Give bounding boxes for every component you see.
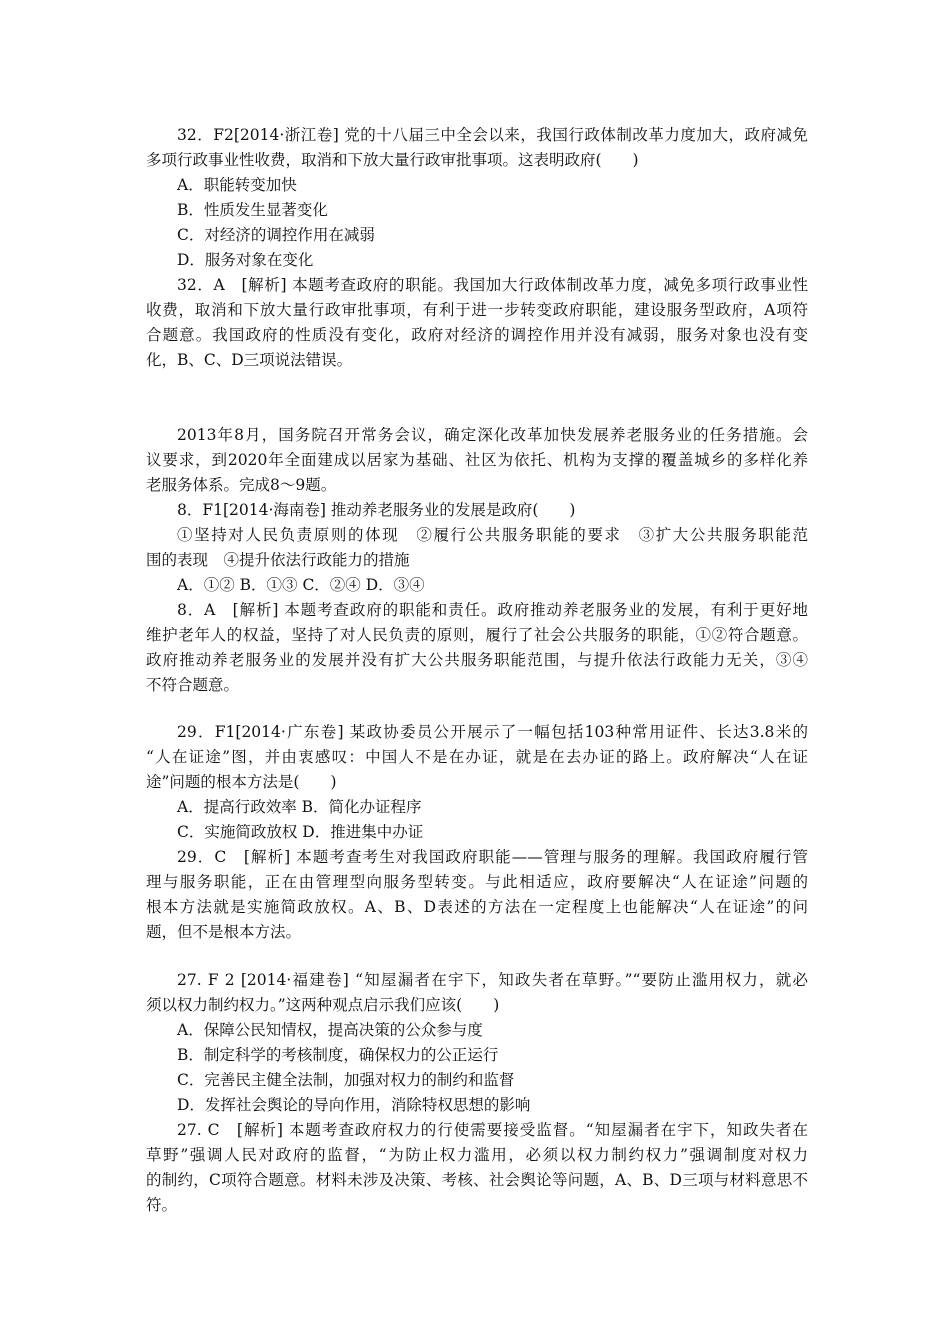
question-8 (146, 423, 808, 698)
q29-answer-line-2: 理与服务职能，正在由管理型向服务型转变。与此相适应，政府要解决“人在证途”问题的 (146, 873, 808, 891)
q32-answer-line-4: 化，B、C、D三项说法错误。 (146, 351, 353, 369)
q27-option-d: D．发挥社会舆论的导向作用，消除特权思想的影响 (177, 1096, 531, 1114)
q8-answer-line-4: 不符合题意。 (146, 676, 240, 694)
q8-stem: 8．F1[2014·海南卷] 推动养老服务业的发展是政府( ) (177, 501, 576, 519)
q29-stem-line-1: 29．F1[2014·广东卷] 某政协委员公开展示了一幅包括103种常用证件、长达3.8米的 (177, 723, 808, 741)
q32-answer-line-1: 32．A [解析] 本题考查政府的职能。我国加大行政体制改革力度，减免多项行政事业性 (177, 276, 808, 294)
q8-options: A．①② B．①③ C．②④ D．③④ (177, 576, 425, 594)
q27-answer-line-3: 的制约，C项符合题意。材料未涉及决策、考核、社会舆论等问题，A、B、D三项与材料意思不 (146, 1171, 808, 1189)
q29-options-line-2: C．实施简政放权 D．推进集中办证 (177, 823, 424, 841)
q32-stem-line-1: 32．F2[2014·浙江卷] 党的十八届三中全会以来，我国行政体制改革力度加大，政府减免 (177, 126, 808, 144)
q27-answer-line-2: 草野”强调人民对政府的监督，“为防止权力滥用，必须以权力制约权力”强调制度对权力 (146, 1146, 808, 1164)
q8-material-line-1: 2013年8月，国务院召开常务会议，确定深化改革加快发展养老服务业的任务措施。会 (177, 426, 808, 444)
q8-items-line-1: ①坚持对人民负责原则的体现 ②履行公共服务职能的要求 ③扩大公共服务职能范 (177, 526, 808, 544)
q32-option-d: D．服务对象在变化 (177, 251, 314, 269)
q8-answer-line-1: 8．A [解析] 本题考查政府的职能和责任。政府推动养老服务业的发展，有利于更好地 (177, 601, 808, 619)
q32-answer-line-3: 合题意。我国政府的性质没有变化，政府对经济的调控作用并没有减弱，服务对象也没有变 (146, 326, 808, 344)
q32-answer-line-2: 收费，取消和下放大量行政审批事项，有利于进一步转变政府职能，建设服务型政府，A项符 (146, 301, 808, 319)
q27-stem-line-2: 须以权力制约权力。”这两种观点启示我们应该( ) (146, 996, 500, 1014)
q32-stem-line-2: 多项行政事业性收费，取消和下放大量行政审批事项。这表明政府( ) (146, 151, 639, 169)
q8-answer-line-2: 维护老年人的权益，坚持了对人民负责的原则，履行了社会公共服务的职能，①②符合题意。 (146, 626, 808, 644)
q27-option-a: A．保障公民知情权，提高决策的公众参与度 (177, 1021, 483, 1039)
q27-answer-line-1: 27. C [解析] 本题考查政府权力的行使需要接受监督。“知屋漏者在宇下，知政失者在 (177, 1121, 808, 1139)
q29-answer-line-3: 根本方法就是实施简政放权。A、B、D表述的方法在一定程度上也能解决“人在证途”的问 (146, 898, 808, 916)
q27-option-c: C．完善民主健全法制，加强对权力的制约和监督 (177, 1071, 515, 1089)
q27-option-b: B．制定科学的考核制度，确保权力的公正运行 (177, 1046, 499, 1064)
q29-answer-line-1: 29．C [解析] 本题考查考生对我国政府职能——管理与服务的理解。我国政府履行管 (177, 848, 808, 866)
q8-answer-line-3: 政府推动养老服务业的发展并没有扩大公共服务职能范围，与提升依法行政能力无关，③④ (146, 651, 808, 669)
q8-material-line-2: 议要求，到2020年全面建成以居家为基础、社区为依托、机构为支撑的覆盖城乡的多样化养 (146, 451, 808, 469)
q32-option-b: B．性质发生显著变化 (177, 201, 328, 219)
question-32 (146, 123, 808, 373)
q29-options-line-1: A．提高行政效率 B．简化办证程序 (177, 798, 422, 816)
q8-items-line-2: 围的表现 ④提升依法行政能力的措施 (146, 551, 410, 569)
q8-material-line-3: 老服务体系。完成8～9题。 (146, 476, 337, 494)
q32-option-c: C．对经济的调控作用在减弱 (177, 226, 375, 244)
q29-stem-line-2: “人在证途”图，并由衷感叹：中国人不是在办证，就是在去办证的路上。政府解决“人在证 (146, 748, 808, 766)
question-27 (146, 968, 808, 1218)
q27-answer-line-4: 符。 (146, 1196, 178, 1214)
question-29 (146, 720, 808, 945)
q32-option-a: A．职能转变加快 (177, 176, 297, 194)
q27-stem-line-1: 27. F 2 [2014·福建卷] “知屋漏者在宇下，知政失者在草野。”“要防止滥用权力，就必 (177, 971, 808, 989)
q29-answer-line-4: 题，但不是根本方法。 (146, 923, 302, 941)
q29-stem-line-3: 途”问题的根本方法是( ) (146, 773, 337, 791)
